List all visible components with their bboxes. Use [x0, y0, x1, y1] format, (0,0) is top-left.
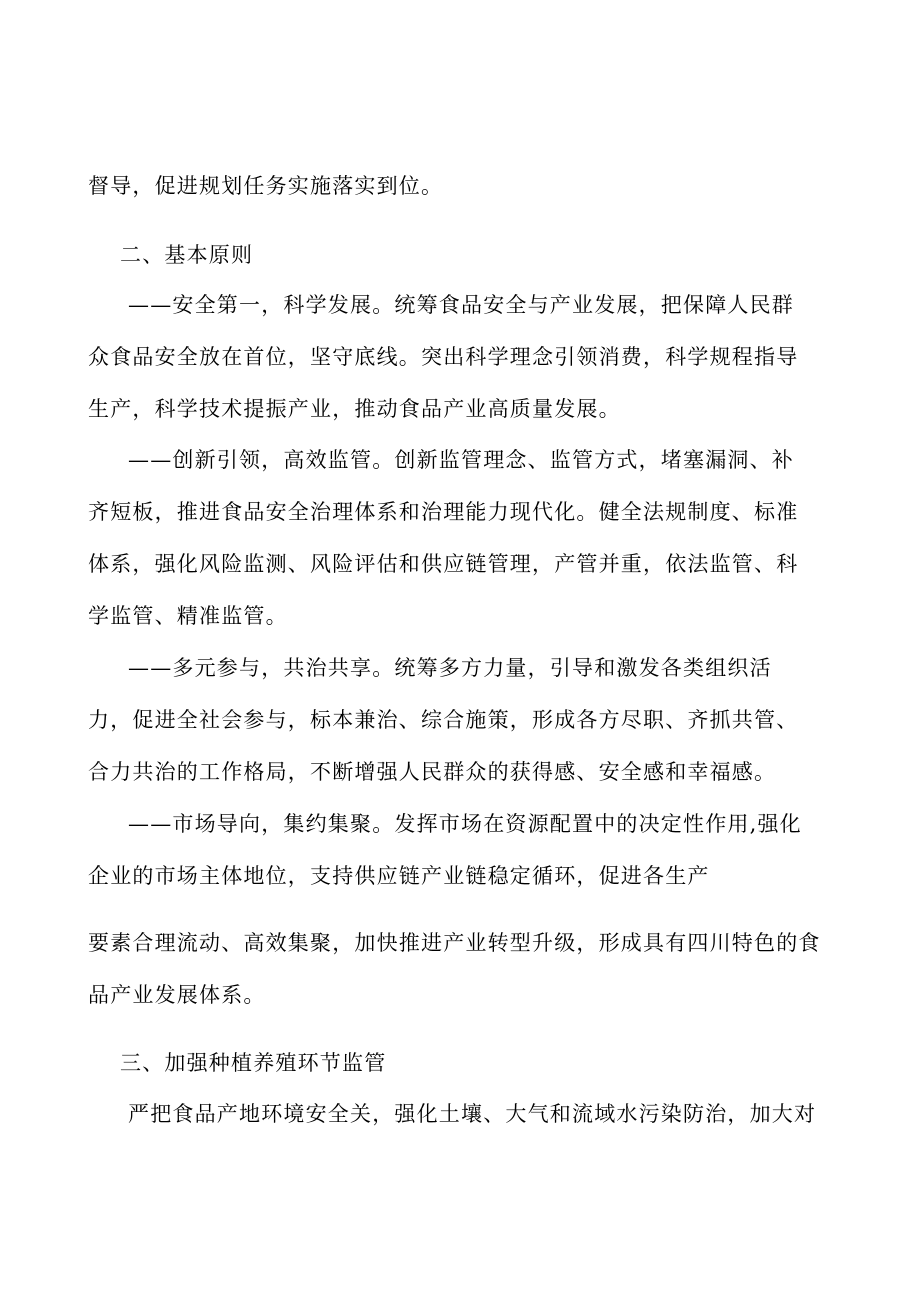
paragraph-line: 学监管、精准监管。	[88, 604, 288, 628]
paragraph-line: 品产业发展体系。	[88, 983, 266, 1007]
paragraph-line: 齐短板，推进食品安全治理体系和治理能力现代化。健全法规制度、标准	[88, 500, 799, 524]
paragraph-line: 众食品安全放在首位，坚守底线。突出科学理念引领消费，科学规程指导	[88, 345, 799, 369]
paragraph-line: 企业的市场主体地位，支持供应链产业链稳定循环，促进各生产	[88, 864, 710, 888]
paragraph-line: 督导，促进规划任务实施落实到位。	[88, 174, 444, 198]
paragraph-line: 体系，强化风险监测、风险评估和供应链管理，产管并重，依法监管、科	[88, 552, 799, 576]
paragraph-line: 力，促进全社会参与，标本兼治、综合施策，形成各方尽职、齐抓共管、	[88, 708, 799, 732]
paragraph-line: ——创新引领，高效监管。创新监管理念、监管方式，堵塞漏洞、补	[128, 448, 794, 472]
paragraph-line: 合力共治的工作格局，不断增强人民群众的获得感、安全感和幸福感。	[88, 760, 777, 784]
section-heading: 三、加强种植养殖环节监管	[120, 1051, 387, 1075]
paragraph-line: ——市场导向，集约集聚。发挥市场在资源配置中的决定性作用,强化	[128, 812, 802, 836]
paragraph-line: ——多元参与，共治共享。统筹多方力量，引导和激发各类组织活	[128, 656, 772, 680]
paragraph-line: 要素合理流动、高效集聚，加快推进产业转型升级，形成具有四川特色的食	[88, 931, 821, 955]
section-heading: 二、基本原则	[120, 243, 254, 267]
paragraph-line: 严把食品产地环境安全关，强化土壤、大气和流域水污染防治，加大对	[128, 1102, 817, 1126]
paragraph-line: 生产，科学技术提振产业，推动食品产业高质量发展。	[88, 397, 621, 421]
paragraph-line: ——安全第一，科学发展。统筹食品安全与产业发展，把保障人民群	[128, 293, 794, 317]
